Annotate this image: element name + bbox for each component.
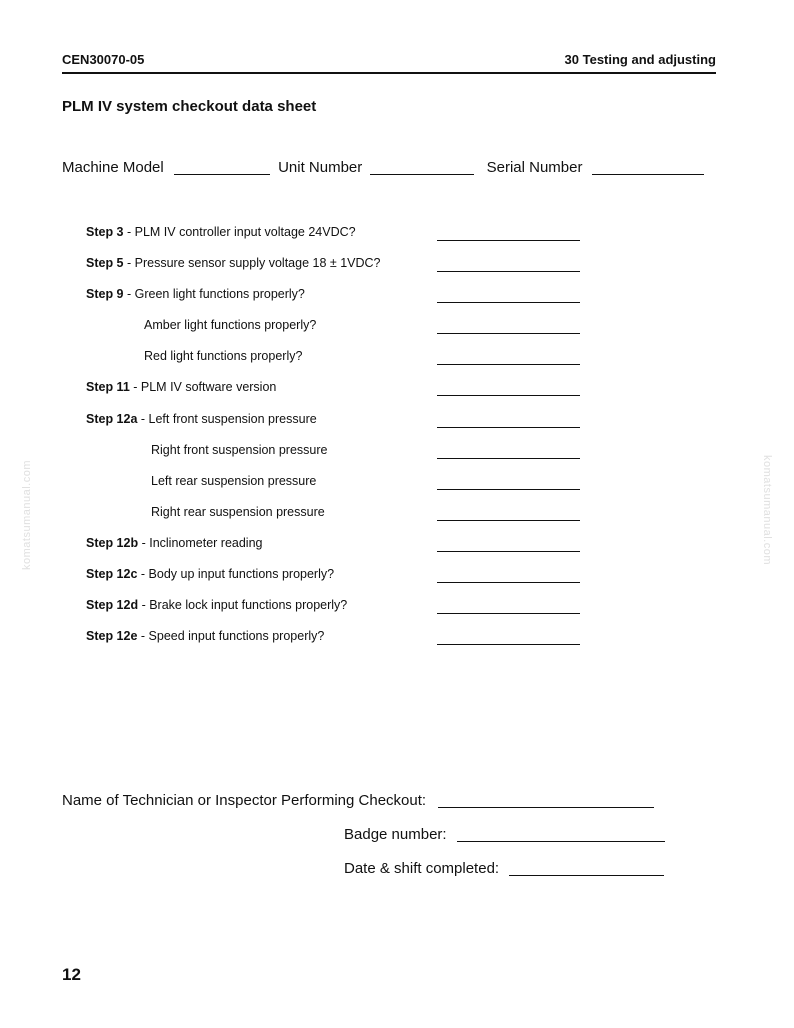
- machine-info-row: [62, 159, 704, 176]
- step-description: Green light functions properly?: [134, 287, 305, 302]
- list-item: [0, 629, 794, 660]
- badge-row: [344, 826, 665, 843]
- step-text: [86, 225, 356, 239]
- step-answer-field[interactable]: [437, 489, 580, 490]
- step-number: Step 12a: [86, 411, 138, 426]
- step-description: Speed input functions properly?: [148, 629, 325, 644]
- machine-model-label: Machine Model: [62, 159, 164, 176]
- step-number: Step 5: [86, 256, 124, 271]
- step-text: [86, 536, 262, 550]
- list-item: [0, 567, 794, 598]
- step-description: Left rear suspension pressure: [151, 473, 317, 488]
- step-separator: -: [137, 629, 149, 644]
- step-text: [144, 349, 302, 363]
- header-rule: [62, 72, 716, 74]
- step-number: Step 3: [86, 225, 124, 239]
- step-number: Step 12e: [86, 629, 138, 644]
- step-text: [151, 443, 327, 457]
- step-answer-field[interactable]: [437, 644, 580, 645]
- step-description: Body up input functions properly?: [148, 567, 335, 582]
- step-answer-field[interactable]: [437, 302, 580, 303]
- checkout-step-list: [0, 225, 794, 660]
- list-item: [0, 287, 794, 318]
- machine-model-field[interactable]: [174, 160, 270, 175]
- step-answer-field[interactable]: [437, 613, 580, 614]
- watermark-left: komatsumanual.com: [21, 460, 33, 570]
- list-item: [0, 318, 794, 349]
- badge-number-label: Badge number:: [344, 826, 447, 843]
- step-text: [86, 380, 276, 394]
- header-doc-code: CEN30070-05: [62, 52, 145, 67]
- list-item: [0, 412, 794, 443]
- step-description: Right rear suspension pressure: [151, 504, 325, 519]
- step-separator: -: [137, 411, 149, 426]
- list-item: [0, 598, 794, 629]
- step-text: [151, 505, 325, 519]
- step-separator: -: [138, 598, 150, 613]
- step-answer-field[interactable]: [437, 395, 580, 396]
- page-number: 12: [62, 965, 81, 984]
- step-description: Inclinometer reading: [149, 535, 263, 550]
- step-text: [86, 256, 381, 270]
- unit-number-field[interactable]: [370, 160, 474, 175]
- step-answer-field[interactable]: [437, 520, 580, 521]
- date-row: [344, 860, 664, 877]
- serial-number-field[interactable]: [592, 160, 704, 175]
- step-number: Step 12b: [86, 535, 139, 550]
- step-number: Step 12d: [86, 598, 139, 613]
- step-description: Red light functions properly?: [144, 349, 303, 364]
- technician-name-field[interactable]: [438, 793, 654, 808]
- step-description: Right front suspension pressure: [151, 442, 328, 457]
- step-answer-field[interactable]: [437, 458, 580, 459]
- step-description: Brake lock input functions properly?: [149, 598, 348, 613]
- list-item: [0, 505, 794, 536]
- serial-number-label: Serial Number: [486, 159, 583, 176]
- step-text: [86, 412, 317, 426]
- step-number: Step 11: [86, 380, 130, 395]
- step-text: [86, 629, 324, 643]
- list-item: [0, 536, 794, 567]
- step-number: Step 9: [86, 287, 124, 302]
- step-answer-field[interactable]: [437, 271, 580, 272]
- date-shift-field[interactable]: [509, 861, 664, 876]
- step-answer-field[interactable]: [437, 364, 580, 365]
- step-description: PLM IV software version: [140, 380, 277, 395]
- step-separator: -: [123, 225, 135, 239]
- badge-number-field[interactable]: [457, 827, 665, 842]
- step-text: [86, 287, 305, 301]
- list-item: [0, 225, 794, 256]
- step-text: [151, 474, 316, 488]
- step-text: [144, 318, 316, 332]
- list-item: [0, 443, 794, 474]
- step-separator: -: [123, 287, 135, 302]
- list-item: [0, 380, 794, 411]
- unit-number-label: Unit Number: [278, 159, 363, 176]
- step-number: Step 12c: [86, 567, 138, 582]
- step-separator: -: [129, 380, 141, 395]
- step-answer-field[interactable]: [437, 240, 580, 241]
- step-separator: -: [138, 535, 150, 550]
- step-answer-field[interactable]: [437, 582, 580, 583]
- watermark-right: komatsumanual.com: [761, 455, 773, 565]
- header-section: 30 Testing and adjusting: [564, 52, 716, 67]
- list-item: [0, 349, 794, 380]
- step-text: [86, 567, 334, 581]
- list-item: [0, 256, 794, 287]
- step-description: Pressure sensor supply voltage 18 ± 1VDC?: [134, 256, 381, 271]
- step-description: PLM IV controller input voltage 24VDC?: [134, 225, 356, 239]
- date-shift-label: Date & shift completed:: [344, 860, 500, 877]
- step-answer-field[interactable]: [437, 427, 580, 428]
- step-answer-field[interactable]: [437, 551, 580, 552]
- step-answer-field[interactable]: [437, 333, 580, 334]
- list-item: [0, 474, 794, 505]
- step-separator: -: [137, 567, 149, 582]
- step-text: [86, 598, 347, 612]
- technician-label: Name of Technician or Inspector Performing Checkout:: [62, 792, 427, 809]
- step-description: Amber light functions properly?: [144, 318, 317, 333]
- step-separator: -: [123, 256, 135, 271]
- step-description: Left front suspension pressure: [148, 411, 317, 426]
- page-title: PLM IV system checkout data sheet: [62, 98, 317, 115]
- technician-row: [62, 792, 654, 809]
